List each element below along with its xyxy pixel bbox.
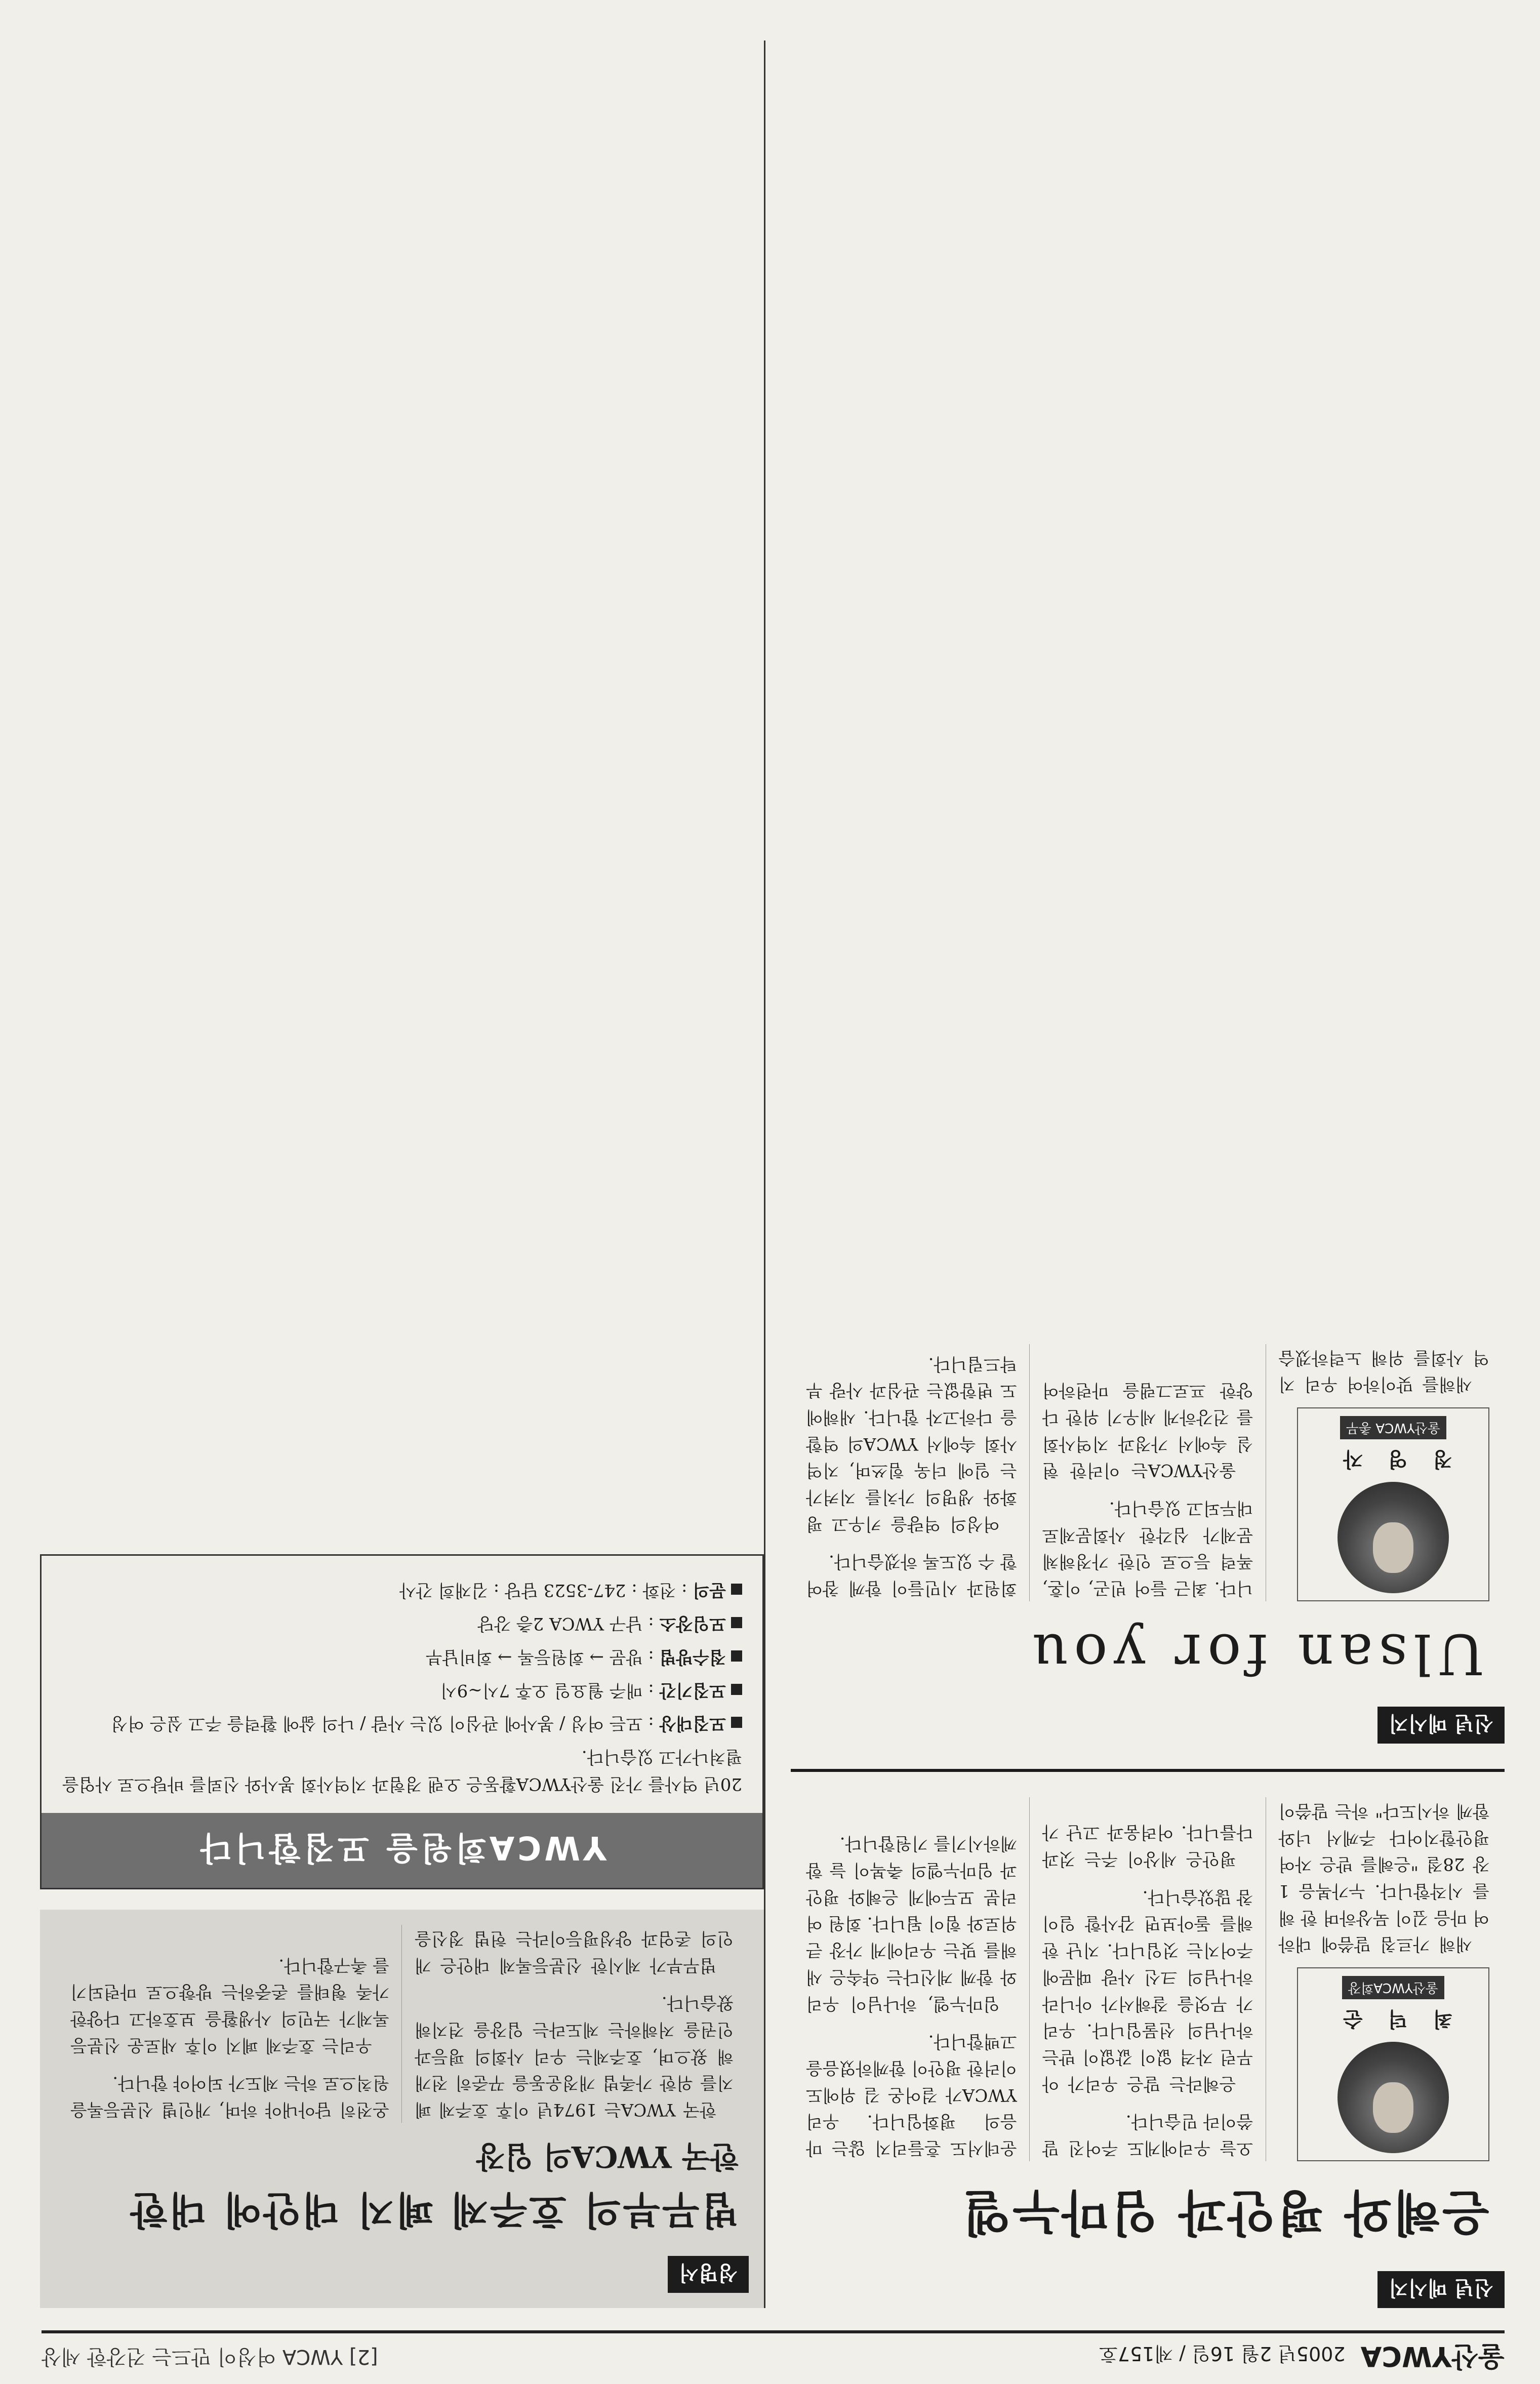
section-tag: 신년 메시지	[1377, 2271, 1505, 2308]
author-name: 정 영 자	[1334, 1447, 1452, 1471]
author-name: 최 덕 순	[1334, 2007, 1452, 2031]
recruitment-intro: 20년 역사를 가진 울산YWCA활동은 오랜 경험과 지역사회 봉사와 신뢰를 바탕으로 사업을 펼쳐나가고 있습니다.	[62, 1746, 742, 1795]
author-byline	[1297, 1408, 1489, 1602]
masthead-left	[1099, 2339, 1505, 2378]
list-item: 모임장소 : 남구 YWCA 2층 강당	[62, 1608, 742, 1638]
paragraph: 한국 YWCA는 1974년 이후 호주제 폐지를 위한 가족법 개정운동을 꾸준히 전개해 왔으며, 호주제는 우리 사회의 평등과 인권을 저해하는 제도라는 입장을 견지해 왔습니다.	[415, 1993, 734, 2120]
article-body	[791, 1344, 1505, 1601]
square-bullet-icon	[731, 1617, 742, 1628]
section-tag: 신년 메시지	[1377, 1707, 1505, 1744]
paragraph: 임마누엘, 하나님이 우리와 함께 계신다는 약속은 새해를 맞는 우리에게 가장 큰 위로와 힘이 됩니다. 회원 여러분 모두에게 은혜와 평안과 임마누엘의 축복이 늘 함께하시기를 기원합니다.	[806, 1833, 1017, 2014]
square-bullet-icon	[731, 1717, 742, 1728]
paragraph: 새해 가르침 말씀에 대하여 마음 깊이 묵상하며 한 해를 시작합니다. 누가복음 1장 28절 "은혜를 받은 자여 평안할지어다 주께서 너와 함께 하시도다" 하는 말씀이 오늘 우리에게도 주어진 말씀이라 믿습니다.	[1042, 1800, 1489, 2158]
detail-value: 매주 월요일 오후 7시~9시	[440, 1680, 643, 1701]
paragraph: 여성의 역량을 키우고 평화와 생명의 가치를 지켜가는 일에 더욱 힘쓰며, 지역 사회 속에서 YWCA의 역할을 다하고자 합니다. 새해에도 변함없는 관심과 사랑 부탁드립니다.	[806, 1353, 1017, 1534]
detail-value: 방문 → 회원등록 → 회비납부	[425, 1646, 643, 1667]
section-tag: 성명서	[668, 2256, 749, 2293]
detail-label: 문의	[693, 1580, 726, 1601]
paragraph: 울산YWCA는 이러한 현실 속에서 가정과 지역사회를 건강하게 세우기 위한 다양한 프로그램을 마련하여 회원과 시민들이 함께 참여할 수 있도록 하겠습니다.	[806, 1380, 1253, 1599]
list-item: 모집대상 : 모든 여성 / 봉사에 관심이 있는 사람 / 나의 삶에 활력을 주고 싶은 여성	[62, 1709, 742, 1738]
masthead	[42, 2330, 1505, 2384]
member-recruitment-box	[40, 1554, 764, 1889]
article-headline: Ulsan for you	[1026, 1622, 1484, 1687]
paragraph: 은혜라는 말은 우리가 아무런 자격 없이 값없이 받는 하나님의 선물입니다. 우리가 무엇을 잘해서가 아니라 하나님의 크신 사랑 때문에 주어지는 것입니다. 지난 한 해를 돌아보면 감사할 일이 참 많았습니다.	[1042, 1886, 1253, 2094]
detail-value: 전화 : 247-3523 담당 : 김재희 간사	[399, 1580, 676, 1601]
statement-headline: 법무부의 호주제 폐지 대안에 대한	[128, 2188, 739, 2233]
author-photo	[1338, 1482, 1449, 1593]
author-byline	[1297, 1967, 1489, 2161]
paragraph: 새해를 맞이하여 우리 지역 사회를 위해 노력하겠습니다. 최근 들어 빈곤, 이혼, 폭력 등으로 인한 가정해체 문제가 심각한 사회문제로 대두되고 있습니다.	[1042, 1347, 1489, 1599]
detail-value: 모든 여성 / 봉사에 관심이 있는 사람 / 나의 삶에 활력을 주고 싶은 여성	[111, 1713, 643, 1734]
article-headline: 은혜와 평안과 임마누엘	[961, 2184, 1489, 2241]
statement-body	[55, 1925, 749, 2123]
detail-label: 모집대상	[659, 1713, 726, 1734]
list-item: 모집기간 : 매주 월요일 오후 7시~9시	[62, 1675, 742, 1705]
statement-subhead: 한국 YWCA의 입장	[476, 2139, 739, 2174]
author-role: 울산YWCA 총무	[1340, 1416, 1446, 1439]
detail-value: 남구 YWCA 2층 강당	[477, 1613, 643, 1634]
paragraph: 우리는 호주제 폐지 이후 새로운 신분등록제가 국민의 사생활을 보호하고 다양한 가족 형태를 존중하는 방향으로 마련되기를 촉구합니다.	[70, 1955, 389, 2055]
list-item: 접수방법 : 방문 → 회원등록 → 회비납부	[62, 1642, 742, 1671]
paragraph: 법무부가 제시한 신분등록제 대안은 개인의 존엄과 양성평등이라는 헌법 정신을 온전히 담아내야 하며, 개인별 신분등록을 원칙으로 하는 제도가 되어야 합니다.	[70, 1928, 734, 2120]
author-photo	[1338, 2042, 1449, 2153]
square-bullet-icon	[731, 1584, 742, 1595]
detail-label: 모임장소	[659, 1613, 726, 1634]
article-body	[791, 1797, 1505, 2161]
detail-label: 모집기간	[659, 1680, 726, 1701]
section-divider	[791, 1769, 1505, 1772]
list-item: 문의 : 전화 : 247-3523 담당 : 김재희 간사	[62, 1575, 742, 1604]
page-number: [2] YWCA 여성이 만드는 건강한 세상	[42, 2345, 378, 2369]
statement-box	[40, 1910, 764, 2308]
recruitment-details	[42, 1575, 762, 1738]
square-bullet-icon	[731, 1650, 742, 1662]
author-role: 울산YWCA회장	[1342, 1976, 1444, 1999]
left-column	[791, 41, 1505, 2308]
right-column	[40, 41, 765, 2308]
recruitment-title: YWCA회원을 모집합니다	[42, 1813, 762, 1888]
brand-name: 울산YWCA	[1360, 2340, 1505, 2373]
paragraph: 평안은 세상이 주는 것과 다릅니다. 어려움과 고난 가운데서도 흔들리지 않는 마음의 평화입니다. 우리 YWCA가 걸어온 길 위에도 이러한 평안이 함께하였음을 고백합니다.	[806, 1822, 1253, 2158]
square-bullet-icon	[731, 1684, 742, 1695]
issue-info: 2005년 2월 16일 / 제157호	[1099, 2342, 1346, 2365]
detail-label: 접수방법	[659, 1646, 726, 1667]
